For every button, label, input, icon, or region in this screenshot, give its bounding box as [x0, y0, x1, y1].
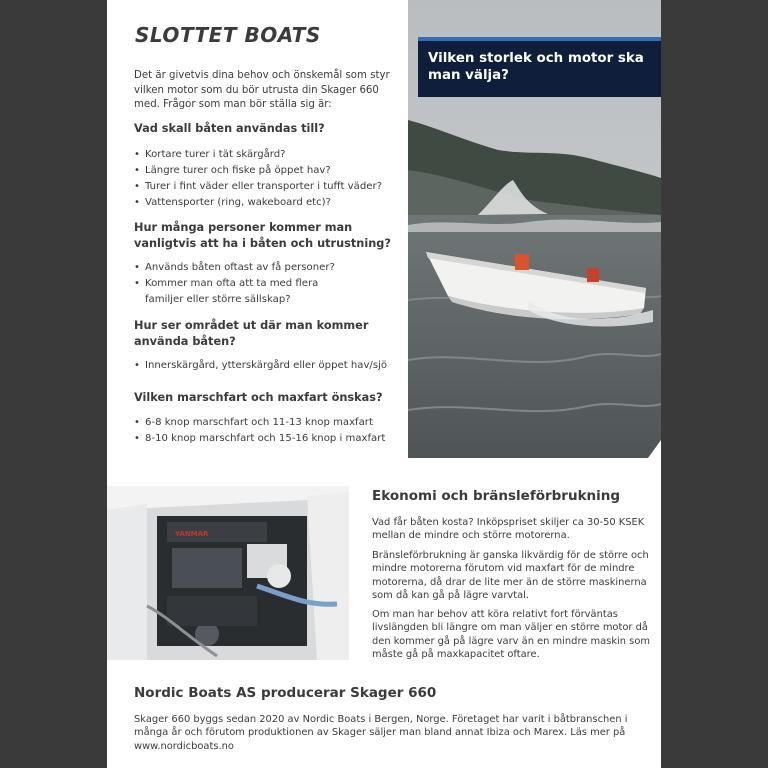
economy-paragraph: Om man har behov att köra relativt fort förväntas livslängden bli längre om man väljer en större motor då den kommer gå på lägre varv än en mindre maskin som måste gå på maxkapacitet oftare.: [372, 609, 650, 660]
brand-logo: SLOTTET BOATS: [135, 23, 321, 47]
bullet-list: [134, 358, 404, 374]
economy-paragraph: Vad får båten kosta? Inköpspriset skiljer ca 30-50 KSEK mellan de mindre och större motorerna.: [372, 517, 645, 542]
list-item: • Kortare turer i tät skärgård?: [134, 147, 404, 163]
intro-text: Det är givetvis dina behov och önskemål som styr vilken motor som du bör utrusta din Skager 660 med. Frågor som man bör ställa sig är:: [134, 70, 390, 110]
brochure-page: [107, 0, 661, 768]
bullet-list: [134, 260, 349, 308]
economy-heading: Ekonomi och bränsleförbrukning: [372, 488, 621, 504]
list-item: • Används båten oftast av få personer?: [134, 260, 349, 276]
title-banner: [418, 37, 661, 97]
list-item: • Vattensporter (ring, wakeboard etc)?: [134, 195, 404, 211]
list-item: • Kommer man ofta att ta med flera familjer eller större sällskap?: [134, 276, 349, 308]
list-item: • Längre turer och fiske på öppet hav?: [134, 163, 404, 179]
list-item: • Turer i fint väder eller transporter i tufft väder?: [134, 179, 404, 195]
banner-title: Vilken storlek och motor ska man välja?: [428, 51, 644, 83]
producer-heading: Nordic Boats AS producerar Skager 660: [134, 685, 437, 701]
question-heading: Hur ser området ut där man kommer använda båten?: [134, 319, 369, 348]
list-item: • Innerskärgård, ytterskärgård eller öppet hav/sjö: [134, 358, 404, 374]
bullet-list: [134, 147, 404, 211]
question-heading: Vad skall båten användas till?: [134, 122, 325, 135]
engine-photo: [107, 486, 349, 660]
producer-text: Skager 660 byggs sedan 2020 av Nordic Boats i Bergen, Norge. Företaget har varit i båtbranschen i många år och förutom produktionen av Skager säljer man bland annat Ibiza och Marex. Läs mer på www.nordicboats.no: [134, 714, 628, 752]
economy-paragraph: Bränsleförbrukning är ganska likvärdig för de större och mindre motorerna förutom vid maxfart för de mindre motorerna, då drar de lite mer än de större maskinerna som då kan gå på lägre varvtal.: [372, 550, 649, 601]
list-item: • 6-8 knop marschfart och 11-13 knop maxfart: [134, 415, 404, 431]
question-heading: Hur många personer kommer man vanligtvis att ha i båten och utrustning?: [134, 221, 391, 250]
question-heading: Vilken marschfart och maxfart önskas?: [134, 391, 383, 404]
svg-text:YANMAR: YANMAR: [175, 530, 209, 538]
engine-image: [107, 486, 349, 660]
bullet-list: [134, 415, 404, 447]
list-item: • 8-10 knop marschfart och 15-16 knop i maxfart: [134, 431, 404, 447]
